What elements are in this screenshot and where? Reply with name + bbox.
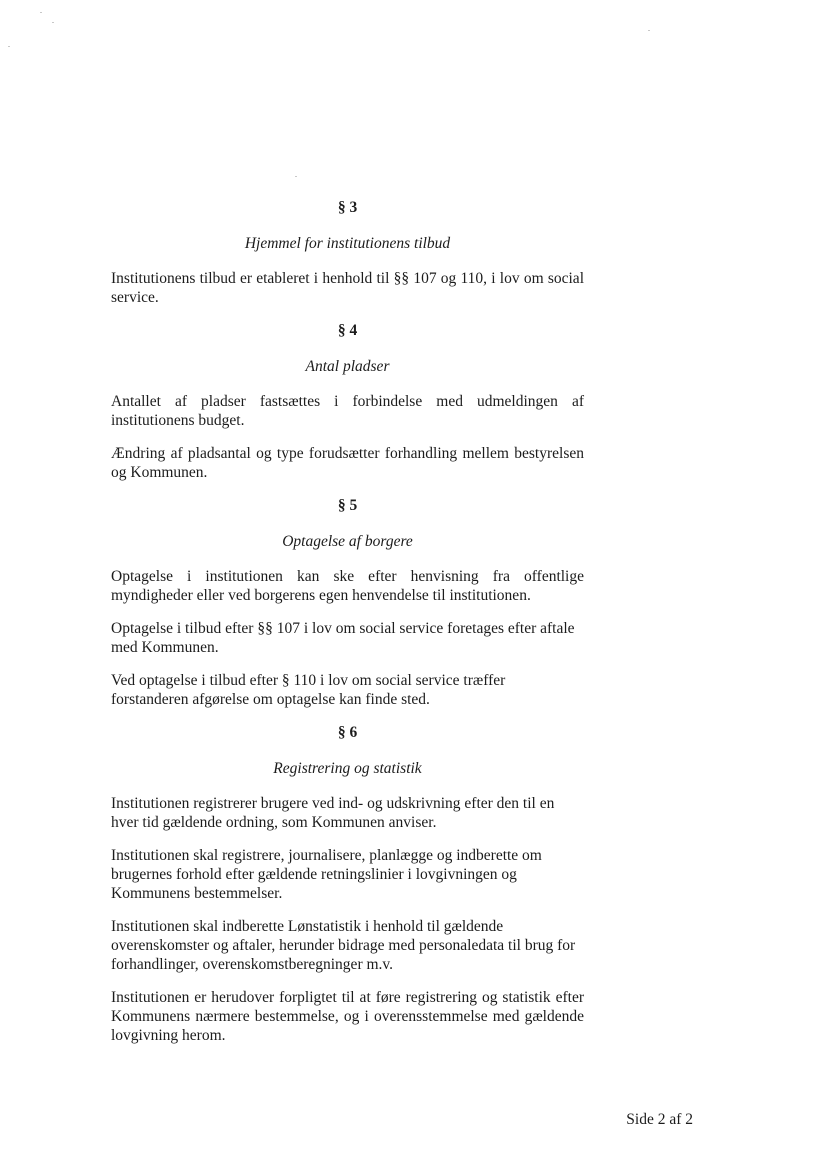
section-title: Registrering og statistik [273, 760, 422, 777]
document-body [111, 198, 584, 1059]
scan-speck [52, 22, 54, 23]
paragraph: Ved optagelse i tilbud efter § 110 i lov om social service træffer forstanderen afgørelse om optagelse kan finde sted. [111, 672, 506, 708]
section-title: Optagelse af borgere [282, 533, 413, 550]
section-title: Hjemmel for institutionens tilbud [244, 235, 451, 252]
section-3 [111, 198, 584, 307]
section-4 [111, 321, 584, 482]
paragraph: Optagelse i institutionen kan ske efter henvisning fra offentlige myndigheder eller ved borgerens egen henvendelse til institutionen. [111, 568, 584, 604]
paragraph: Optagelse i tilbud efter §§ 107 i lov om social service foretages efter aftale med Kommunen. [111, 620, 575, 656]
paragraph: Institutionen er herudover forpligtet til at føre registrering og statistik efter Kommunens nærmere bestemmelse, og i overensstemmelse med gældende lovgivning herom. [111, 989, 584, 1044]
section-5 [111, 496, 584, 709]
scan-speck [648, 30, 650, 31]
paragraph: Institutionen skal indberette Lønstatistik i henhold til gældende overenskomster og aftaler, herunder bidrage med personaledata til brug for forhandlinger, overenskomstberegninger m.v. [111, 918, 576, 973]
scan-speck [295, 176, 297, 177]
scan-speck [40, 12, 42, 13]
paragraph: Antallet af pladser fastsættes i forbindelse med udmeldingen af institutionens budget. [111, 393, 584, 429]
scan-speck [8, 46, 10, 47]
section-number: § 4 [337, 322, 358, 339]
paragraph: Institutionens tilbud er etableret i henhold til §§ 107 og 110, i lov om social service. [111, 270, 584, 306]
paragraph: Institutionen registrerer brugere ved ind- og udskrivning efter den til en hver tid gældende ordning, som Kommunen anviser. [111, 795, 555, 831]
section-number: § 5 [337, 497, 358, 514]
paragraph: Institutionen skal registrere, journalisere, planlægge og indberette om brugernes forhold efter gældende retningslinier i lovgivningen og Kommunens bestemmelser. [111, 847, 542, 902]
section-title: Antal pladser [305, 358, 390, 375]
page-number: Side 2 af 2 [626, 1111, 693, 1128]
section-6 [111, 723, 584, 1045]
section-number: § 3 [337, 199, 358, 216]
section-number: § 6 [337, 724, 358, 741]
paragraph: Ændring af pladsantal og type forudsætter forhandling mellem bestyrelsen og Kommunen. [111, 445, 584, 481]
